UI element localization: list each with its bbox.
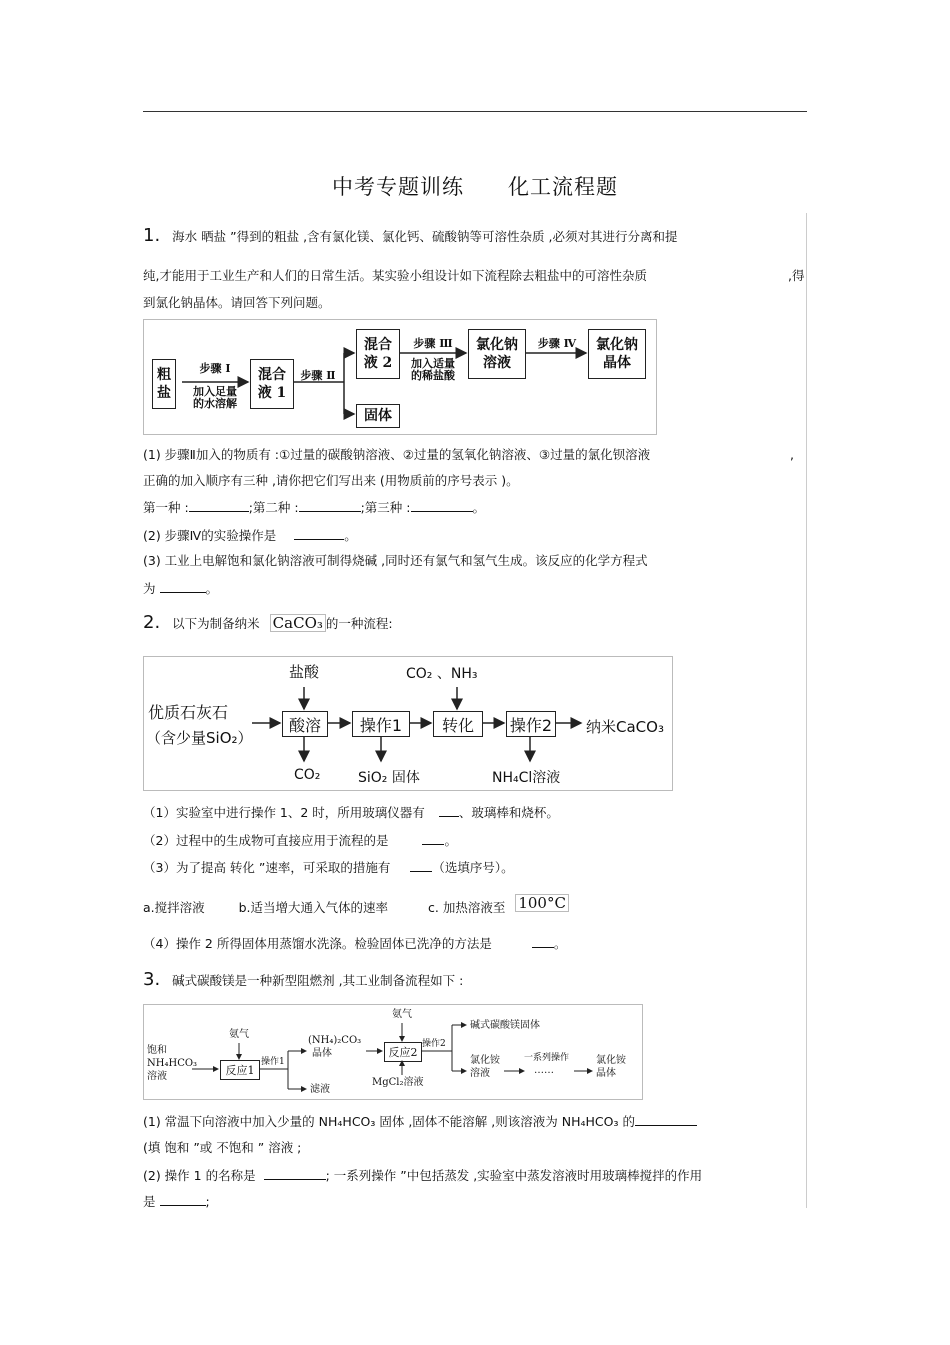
answer-blank-3[interactable] <box>411 499 473 512</box>
label-nh4cl-sol-1: 氯化铵 <box>470 1055 500 1066</box>
q2-part1: （1）实验室中进行操作 1、2 时，所用玻璃仪器有 、玻璃棒和烧杯。 <box>143 805 559 820</box>
q1-flow-diagram <box>143 319 657 435</box>
header-rule <box>143 111 807 112</box>
label-gases: CO₂ 、NH₃ <box>406 666 478 682</box>
q2-part2: （2）过程中的生成物可直接应用于流程的是 。 <box>143 833 457 848</box>
answer-blank-6[interactable] <box>439 804 459 817</box>
label-out-nh4cl: NH₄Cl溶液 <box>492 770 561 786</box>
answer-blank-2[interactable] <box>299 499 361 512</box>
label-out-co2: CO₂ <box>294 767 321 783</box>
page-title: 中考专题训练 化工流程题 <box>332 175 618 199</box>
q3-part2-line2: 是 ; <box>143 1194 210 1209</box>
box-conversion: 转化 <box>433 711 483 737</box>
box-operation-1: 操作1 <box>352 711 410 737</box>
answer-blank-8[interactable] <box>410 859 432 872</box>
label-nh4cl-sol-2: 溶液 <box>470 1068 490 1079</box>
answer-blank-7[interactable] <box>422 832 444 845</box>
step1-label: 步骤 Ⅰ <box>199 362 231 375</box>
label-mgcl2: MgCl₂溶液 <box>372 1077 424 1088</box>
answer-blank-9[interactable] <box>532 935 554 948</box>
label-dots: …… <box>534 1065 554 1076</box>
box-solid: 固体 <box>356 404 400 428</box>
q2-options <box>143 894 569 916</box>
label-basic-mg-carbonate: 碱式碳酸镁固体 <box>470 1020 540 1031</box>
label-final-1: 氯化铵 <box>596 1055 626 1066</box>
label-series-ops: 一系列操作 <box>524 1053 570 1063</box>
answer-blank-4[interactable] <box>294 527 344 540</box>
label-raw-1: 优质石灰石 <box>148 703 229 722</box>
box-operation-2: 操作2 <box>506 711 556 737</box>
option-c[interactable]: c. 加热溶液至 <box>428 900 506 915</box>
step3-label: 步骤 Ⅲ <box>413 337 453 350</box>
q2-flow-diagram <box>143 656 673 791</box>
q2-part3: （3）为了提高 转化 ”速率，可采取的措施有 （选填序号）。 <box>143 860 514 875</box>
box-acid-dissolve: 酸溶 <box>282 711 328 737</box>
label-filtrate: 滤液 <box>310 1084 330 1095</box>
label-ammonia-1: 氨气 <box>229 1029 249 1040</box>
q3-part2-line1: (2) 操作 1 的名称是 ; 一系列操作 ”中包括蒸发 ,实验室中蒸发溶液时用玻璃棒搅拌的作用 <box>143 1168 703 1183</box>
option-b[interactable]: b.适当增大通入气体的速率 <box>238 900 389 915</box>
q1-line2: 纯,才能用于工业生产和人们的日常生活。某实验小组设计如下流程除去粗盐中的可溶性杂质 <box>143 268 647 283</box>
q1-line1: 1. 海水 晒盐 ”得到的粗盐 ,含有氯化镁、氯化钙、硫酸钠等可溶性杂质 ,必须对其进行分离和提 <box>143 225 678 246</box>
q3-flow-diagram <box>143 1004 643 1100</box>
label-ammonia-2: 氨气 <box>392 1009 412 1020</box>
q1-part1-line1-end: , <box>790 447 794 462</box>
box-mixture-2: 混合 液 2 <box>356 329 400 379</box>
answer-blank-10[interactable] <box>635 1113 697 1126</box>
q1-part2: (2) 步骤Ⅳ的实验操作是 。 <box>143 528 357 543</box>
label-raw-2: （含少量SiO₂） <box>146 729 253 747</box>
label-product: 纳米CaCO₃ <box>586 718 664 736</box>
step1-note: 加入足量 的水溶解 <box>193 385 237 410</box>
q1-number: 1. <box>143 225 161 246</box>
answer-blank-5[interactable] <box>160 580 206 593</box>
q1-part1-answers: 第一种 : ;第二种 : ;第三种 : 。 <box>143 500 486 515</box>
step4-label: 步骤 Ⅳ <box>537 337 577 350</box>
formula-caco3: CaCO₃ <box>270 614 326 632</box>
label-final-2: 晶体 <box>596 1068 616 1079</box>
q2-intro: 2. 以下为制备纳米 CaCO₃ 的一种流程: <box>143 612 393 633</box>
box-reaction-1: 反应1 <box>220 1060 260 1080</box>
label-raw-2: NH₄HCO₃ <box>147 1058 198 1069</box>
q1-part3-line1: (3) 工业上电解饱和氯化钠溶液可制得烧碱 ,同时还有氯气和氢气生成。该反应的化学方程式 <box>143 553 648 568</box>
q3-part1-line2: (填 饱和 ”或 不饱和 ” 溶液 ; <box>143 1140 302 1155</box>
label-product-1b: 晶体 <box>312 1048 332 1059</box>
q3-number: 3. <box>143 969 161 990</box>
temperature-100c: 100°C <box>515 894 569 912</box>
q1-line2-end: ,得 <box>788 268 805 283</box>
answer-blank-1[interactable] <box>189 499 249 512</box>
label-hcl: 盐酸 <box>289 663 320 681</box>
q3-part1-line1: (1) 常温下向溶液中加入少量的 NH₄HCO₃ 固体 ,固体不能溶解 ,则该溶液为 NH₄HCO₃ 的 <box>143 1113 697 1130</box>
option-a[interactable]: a.搅拌溶液 <box>143 900 205 915</box>
label-out-sio2: SiO₂ 固体 <box>358 770 420 786</box>
label-operation-2: 操作2 <box>422 1039 446 1049</box>
q1-part1-line1: (1) 步骤Ⅱ加入的物质有 :①过量的碳酸钠溶液、②过量的氢氧化钠溶液、③过量的氯化钡溶液 <box>143 447 651 462</box>
box-reaction-2: 反应2 <box>384 1042 422 1062</box>
step3-note: 加入适量 的稀盐酸 <box>411 357 455 382</box>
label-raw-1: 饱和 <box>147 1045 167 1056</box>
label-raw-3: 溶液 <box>147 1071 167 1082</box>
box-mixture-1: 混合 液 1 <box>250 359 294 409</box>
box-nacl-solution: 氯化钠 溶液 <box>468 329 526 379</box>
q1-part3-line2: 为 。 <box>143 581 219 596</box>
q3-intro: 3. 碱式碳酸镁是一种新型阻燃剂 ,其工业制备流程如下 : <box>143 969 464 990</box>
label-operation-1: 操作1 <box>261 1057 285 1067</box>
label-product-1a: (NH₄)₂CO₃ <box>308 1035 362 1046</box>
box-crude-salt: 粗 盐 <box>152 359 176 409</box>
q1-part1-line2: 正确的加入顺序有三种 ,请你把它们写出来 (用物质前的序号表示 )。 <box>143 473 519 488</box>
answer-blank-11[interactable] <box>264 1167 326 1180</box>
q2-number: 2. <box>143 612 161 633</box>
q2-part4: （4）操作 2 所得固体用蒸馏水洗涤。检验固体已洗净的方法是 。 <box>143 936 567 951</box>
box-nacl-crystal: 氯化钠 晶体 <box>588 329 646 379</box>
right-border <box>806 213 807 1208</box>
answer-blank-12[interactable] <box>160 1193 206 1206</box>
q1-line3: 到氯化钠晶体。请回答下列问题。 <box>143 295 331 310</box>
step2-label: 步骤 Ⅱ <box>300 369 336 382</box>
